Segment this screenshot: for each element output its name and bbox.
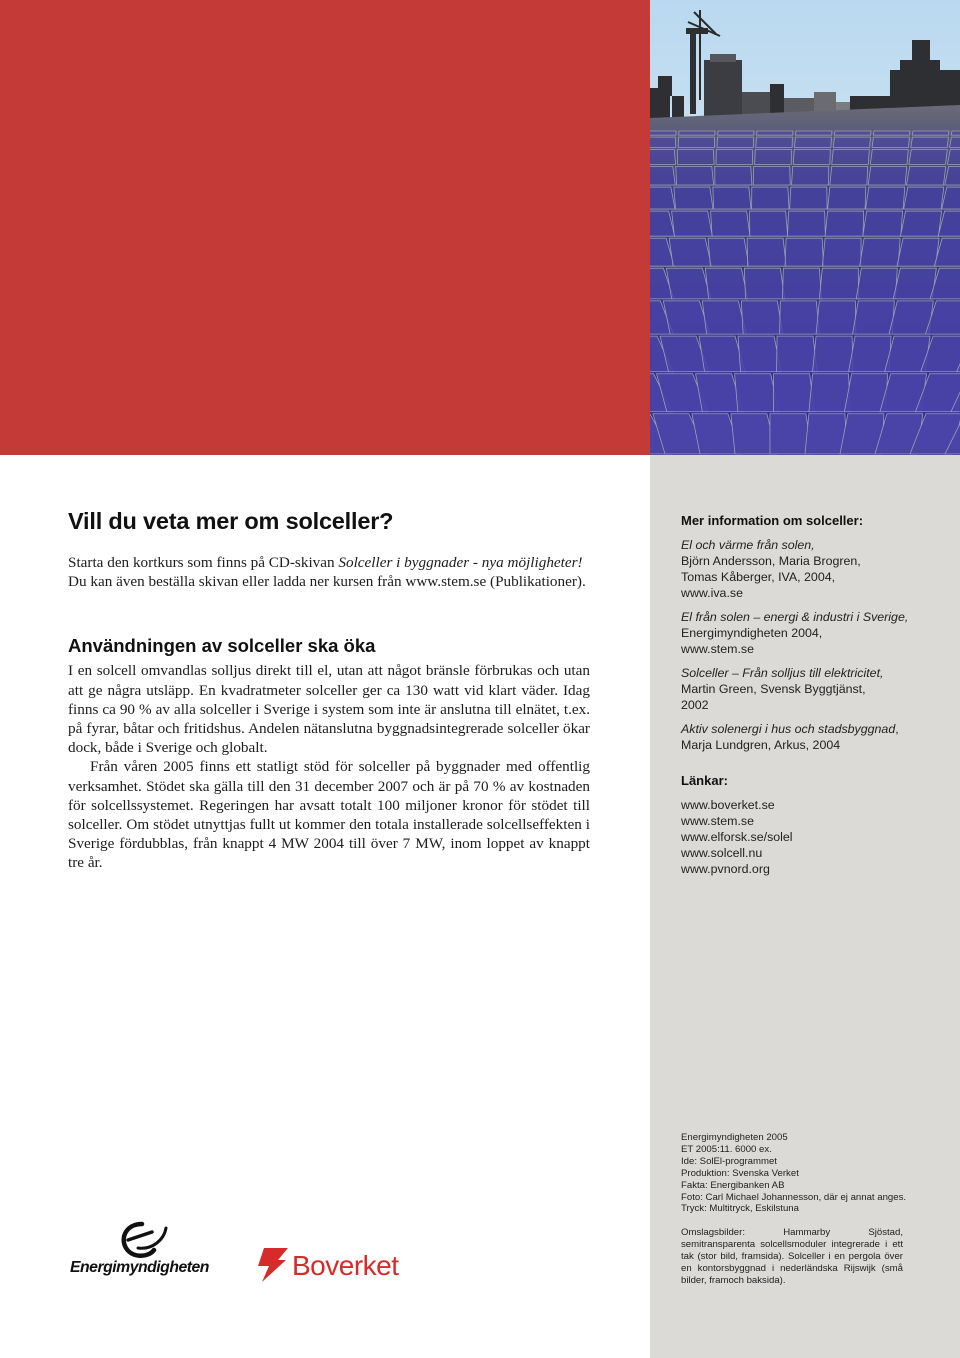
solar-panel [650,166,675,185]
solar-panel [889,301,933,334]
solar-panel [828,187,866,209]
body-paragraph-2: Från våren 2005 finns ett statligt stöd för solceller på byggnader med offentlig verksamhet. Stödet ska gälla till den 31 december 2007 och är på 70 % av kostnaden för solcellssystemet. Regeringen har avsatt totalt 100 miljoner kronor för stödet till solceller. Om stödet utnyttjas fullt ut kommer den totala installerade solcellseffekten i Sverige fördubblas, från knappt 4 MW 2004 till över 7 MW, inom loppet av knappt tre år. [68,758,590,872]
solar-panel [679,131,715,135]
reference-line: Tomas Kåberger, IVA, 2004, [681,570,836,584]
solar-panel [904,187,944,209]
solar-panel [951,131,960,135]
solar-panel [911,137,949,147]
cd-title: Solceller i byggnader - nya möjligheter! [338,554,583,571]
solar-panel [872,137,909,147]
solar-panel [738,336,781,372]
solar-panel [780,301,820,334]
solar-panel [950,137,960,147]
red-cover-block [0,0,650,455]
colophon-line: Ide: SolEl-programmet [681,1155,777,1167]
solar-panel-grid [650,131,960,454]
solar-panel [782,268,821,299]
cover-image-caption: Omslagsbilder: Hammarby Sjöstad, semitransparenta solcellsmoduler integrerade i ett tak (stor bild, framsida). Solceller i en pergola över en kontorsbyggnad i nederländska Rijswijk (små bilder, framoch baksida). [681,1227,903,1286]
link-pvnord[interactable]: www.pvnord.org [681,862,770,876]
solar-panel [873,131,910,135]
boverket-logo [256,1246,416,1286]
reference-title: El och värme från solen, [681,538,815,552]
solar-panel [750,211,788,236]
reference-url: www.stem.se [681,642,754,656]
boverket-emblem-icon [256,1246,290,1284]
solar-panel [716,149,753,164]
page-title: Vill du veta mer om solceller? [68,508,394,534]
solar-panel [856,268,897,299]
solar-panel [906,166,945,185]
solar-panel [860,238,900,266]
reference-item [681,609,931,657]
solar-panel [756,137,793,147]
link-boverket[interactable]: www.boverket.se [681,798,775,812]
solar-panel [822,238,861,266]
reference-item [681,537,931,601]
link-elforsk[interactable]: www.elforsk.se/solel [681,830,793,844]
solar-panel [893,268,936,299]
energimyndigheten-emblem-icon [112,1218,182,1262]
solar-panel [674,187,713,209]
reference-line: Martin Green, Svensk Byggtjänst, [681,682,866,696]
section-heading: Användningen av solceller ska öka [68,635,376,657]
reference-line: Marja Lundgren, Arkus, 2004 [681,738,841,752]
solar-panel [787,211,825,236]
more-info-heading: Mer information om solceller: [681,513,864,528]
solar-panel [708,238,749,266]
reference-title: El från solen – energi & industri i Sverige, [681,610,909,624]
solar-panel [825,211,864,236]
colophon-line: Fakta: Energibanken AB [681,1179,785,1191]
boverket-wordmark: Boverket [292,1250,399,1281]
solar-panel [870,149,908,164]
solar-panel [819,268,858,299]
solar-panel [717,137,753,147]
solar-panel [744,268,784,299]
solar-panel [909,149,947,164]
solar-panel [741,301,783,334]
solar-panel [793,149,830,164]
solar-panel [849,336,891,372]
solar-panels-photo [650,0,960,455]
solar-panel [753,166,790,185]
reference-title-row [681,721,931,737]
solar-panel [715,166,752,185]
reference-title: Aktiv solenergi i hus och stadsbyggnad [681,722,896,736]
solar-panel [866,187,905,209]
colophon [681,1132,907,1215]
solar-panel [650,137,676,147]
reference-title: Solceller – Från solljus till elektricitet, [681,666,884,680]
reference-item [681,665,931,713]
solar-panel [795,137,832,147]
solar-panel [757,131,793,135]
solar-panel [773,374,814,412]
solar-panel [677,149,714,164]
solar-panel [830,166,868,185]
solar-panel [676,166,714,185]
solar-roof-image [650,0,960,455]
solar-panel [897,238,939,266]
colophon-line: ET 2005:11. 6000 ex. [681,1143,772,1155]
solar-panel [900,211,941,236]
solar-panel [912,131,949,135]
solar-panel [702,301,746,334]
colophon-line: Produktion: Svenska Verket [681,1167,799,1179]
solar-panel [833,137,870,147]
solar-panel [650,149,676,164]
solar-panel [747,238,786,266]
solar-panel [792,166,829,185]
solar-panel [832,149,870,164]
solar-panel [678,137,714,147]
solar-panel [868,166,907,185]
solar-panel [718,131,754,135]
colophon-line: Energimyndigheten 2005 [681,1132,788,1143]
links-heading: Länkar: [681,773,728,788]
solar-panel [650,131,676,135]
solar-panel [650,187,675,209]
solar-panel [834,131,871,135]
solar-panel [853,301,895,334]
solar-panel [805,414,847,454]
solar-panel [713,187,751,209]
solar-panel [705,268,747,299]
solar-panel [711,211,750,236]
solar-panel [816,301,856,334]
solar-panel [790,187,827,209]
solar-panel [796,131,832,135]
reference-line: Björn Andersson, Maria Brogren, [681,554,861,568]
main-content [68,508,590,873]
more-info-sidebar [681,513,931,877]
body-paragraph-1: I en solcell omvandlas solljus direkt till el, utan att något bränsle förbrukas och utan att ge några utsläpp. En kvadratmeter solceller ger ca 130 watt vid klart väder. Idag finns ca 90 % av alla solceller i Sverige i system som inte är anslutna till elnätet, t.ex. på fyrar, båtar och fritidshus. Andelen nätanslutna byggnadsintegrerade solceller ökar dock, både i Sverige och globalt. [68,662,590,757]
solar-panel [777,336,817,372]
reference-line: Energimyndigheten 2004, [681,626,823,640]
solar-panel [755,149,792,164]
intro-line-1 [68,553,590,572]
solar-panel [672,211,713,236]
solar-panel [752,187,789,209]
solar-panel [863,211,903,236]
solar-panel [809,374,850,412]
intro-text: Starta den kortkurs som finns på CD-skivan [68,554,339,571]
solar-panel [785,238,824,266]
reference-item [681,721,931,753]
colophon-line: Tryck: Multitryck, Eskilstuna [681,1203,799,1215]
energimyndigheten-logo [68,1218,218,1280]
reference-title-suffix: , [895,722,899,736]
section-body [68,661,590,872]
link-stem[interactable]: www.stem.se [681,814,754,828]
energimyndigheten-wordmark: Energimyndigheten [70,1259,209,1276]
link-solcell[interactable]: www.solcell.nu [681,846,763,860]
solar-panel [813,336,853,372]
colophon-line: Foto: Carl Michael Johannesson, där ej annat anges. [681,1191,907,1203]
solar-panel [669,238,712,266]
reference-url: www.iva.se [681,586,743,600]
solar-panel [844,374,887,412]
reference-line: 2002 [681,698,709,712]
intro-line-2: Du kan även beställa skivan eller ladda ner kursen från www.stem.se (Publikationer). [68,573,586,591]
